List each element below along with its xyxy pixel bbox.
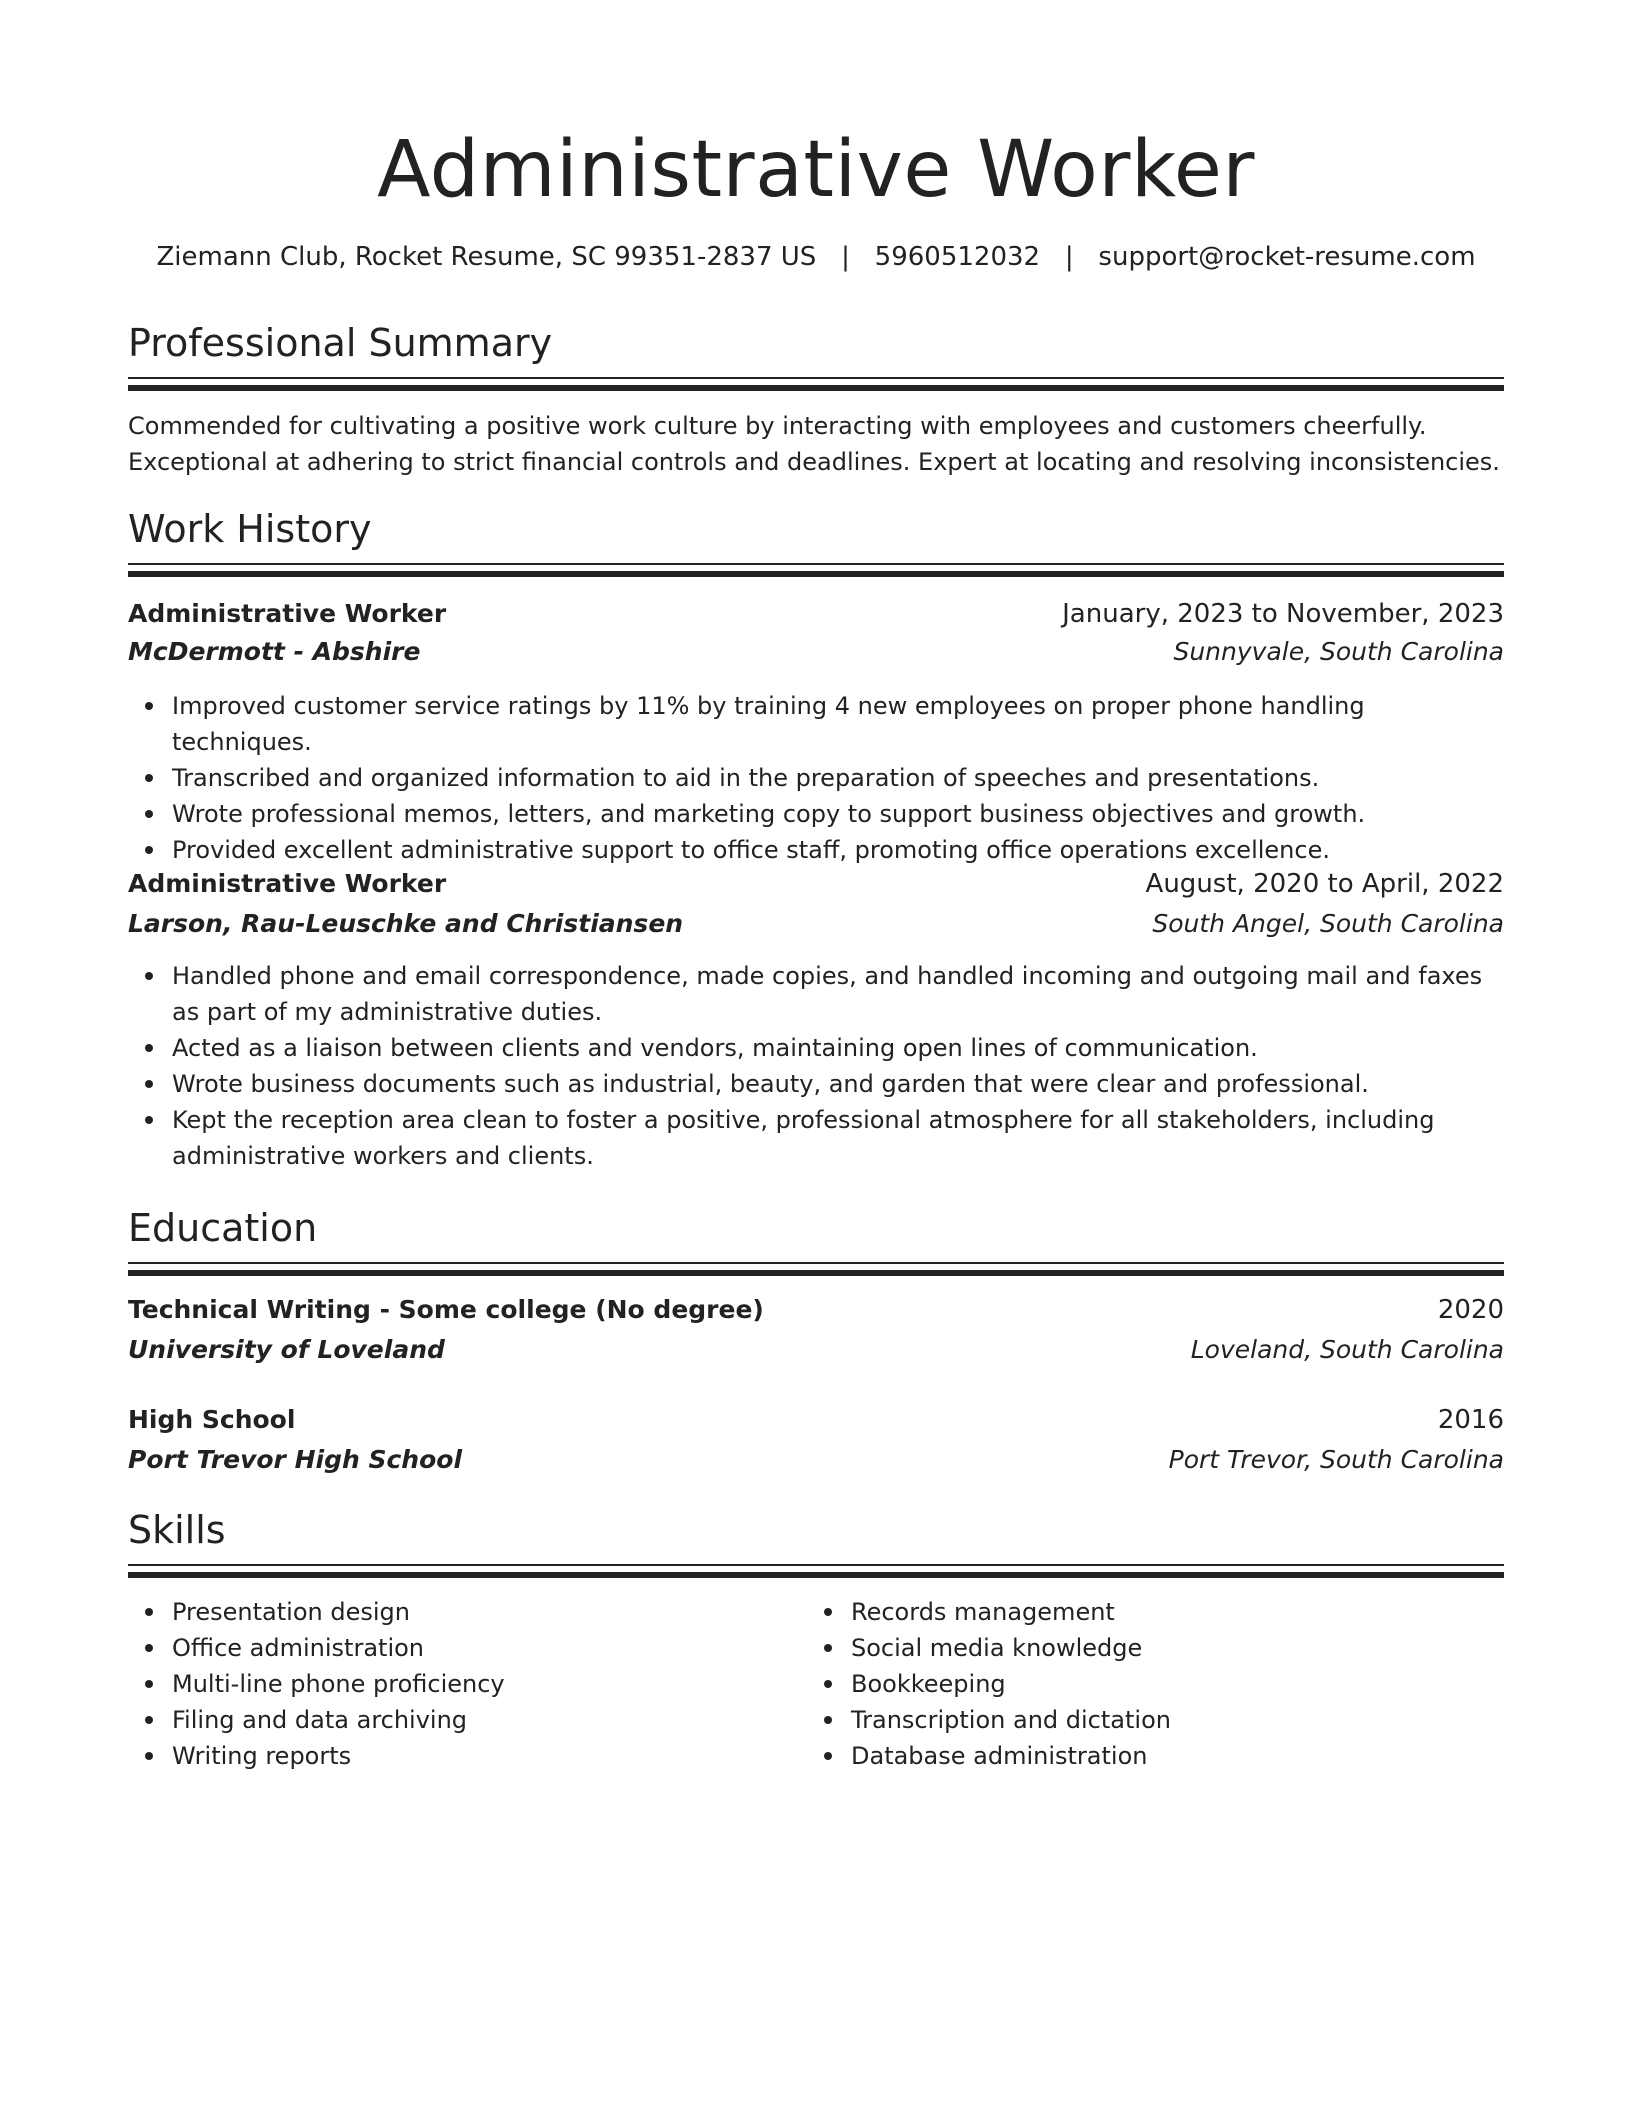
job-dates: January, 2023 to November, 2023 — [1062, 599, 1504, 629]
job-role: Administrative Worker — [128, 599, 447, 628]
section-divider-thin — [128, 1564, 1504, 1566]
list-item: Wrote professional memos, letters, and marketing copy to support business objectives and growth. — [172, 796, 1504, 832]
section-divider-thin — [128, 377, 1504, 379]
job-role: Administrative Worker — [128, 869, 447, 898]
section-divider-thin — [128, 1262, 1504, 1264]
education-school: University of Loveland — [128, 1335, 445, 1364]
list-item: Transcribed and organized information to aid in the preparation of speeches and presentations. — [172, 760, 1504, 796]
education-degree: Technical Writing - Some college (No degree) — [128, 1295, 764, 1324]
skill-item: Database administration — [851, 1738, 1471, 1774]
skill-item: Writing reports — [172, 1738, 792, 1774]
job-duties — [128, 958, 1504, 1174]
work-history-heading: Work History — [128, 507, 372, 551]
skill-item: Bookkeeping — [851, 1666, 1471, 1702]
job-header — [128, 866, 1504, 904]
education-year: 2020 — [1437, 1295, 1504, 1325]
education-entry-subheader — [128, 1442, 1504, 1480]
summary-heading: Professional Summary — [128, 321, 553, 365]
summary-text: Commended for cultivating a positive work culture by interacting with employees and customers cheerfully. Exceptional at adhering to strict financial controls and deadlines. Expert at locating and resolving inconsistencies. — [128, 412, 1500, 476]
section-divider-thin — [128, 563, 1504, 565]
education-entry-header — [128, 1402, 1504, 1440]
section-divider-thick — [128, 571, 1504, 577]
list-item: Wrote business documents such as industrial, beauty, and garden that were clear and professional. — [172, 1066, 1504, 1102]
skill-item: Transcription and dictation — [851, 1702, 1471, 1738]
job-company: McDermott - Abshire — [128, 637, 421, 666]
education-entry-subheader — [128, 1332, 1504, 1370]
education-location: Loveland, South Carolina — [1190, 1335, 1504, 1364]
job-subheader — [128, 634, 1504, 672]
section-divider-thick — [128, 1270, 1504, 1276]
skills-list-left — [128, 1594, 792, 1774]
job-location: Sunnyvale, South Carolina — [1173, 637, 1504, 666]
job-company: Larson, Rau-Leuschke and Christiansen — [128, 909, 684, 938]
skills-list-right — [807, 1594, 1471, 1774]
skill-item: Records management — [851, 1594, 1471, 1630]
skill-item: Multi-line phone proficiency — [172, 1666, 792, 1702]
education-year: 2016 — [1437, 1405, 1504, 1435]
section-divider-thick — [128, 385, 1504, 391]
list-item: Kept the reception area clean to foster a positive, professional atmosphere for all stakeholders, including administrative workers and clients. — [172, 1102, 1504, 1174]
skill-item: Presentation design — [172, 1594, 792, 1630]
job-duties — [128, 688, 1504, 868]
resume-name: Administrative Worker — [377, 125, 1255, 215]
job-header — [128, 596, 1504, 634]
skill-item: Office administration — [172, 1630, 792, 1666]
education-degree: High School — [128, 1405, 296, 1434]
skill-item: Social media knowledge — [851, 1630, 1471, 1666]
skills-heading: Skills — [128, 1508, 226, 1552]
job-location: South Angel, South Carolina — [1152, 909, 1504, 938]
education-heading: Education — [128, 1206, 318, 1250]
education-school: Port Trevor High School — [128, 1445, 463, 1474]
list-item: Provided excellent administrative support to office staff, promoting office operations excellence. — [172, 832, 1504, 868]
list-item: Handled phone and email correspondence, made copies, and handled incoming and outgoing mail and faxes as part of my administrative duties. — [172, 958, 1504, 1030]
job-subheader — [128, 906, 1504, 944]
job-dates: August, 2020 to April, 2022 — [1145, 869, 1504, 899]
list-item: Acted as a liaison between clients and vendors, maintaining open lines of communication. — [172, 1030, 1504, 1066]
skill-item: Filing and data archiving — [172, 1702, 792, 1738]
contact-line: Ziemann Club, Rocket Resume, SC 99351-2837 US | 5960512032 | support@rocket-resume.com — [156, 242, 1476, 272]
list-item: Improved customer service ratings by 11% by training 4 new employees on proper phone handling techniques. — [172, 688, 1504, 760]
education-entry-header — [128, 1292, 1504, 1330]
education-location: Port Trevor, South Carolina — [1168, 1445, 1504, 1474]
section-divider-thick — [128, 1572, 1504, 1578]
